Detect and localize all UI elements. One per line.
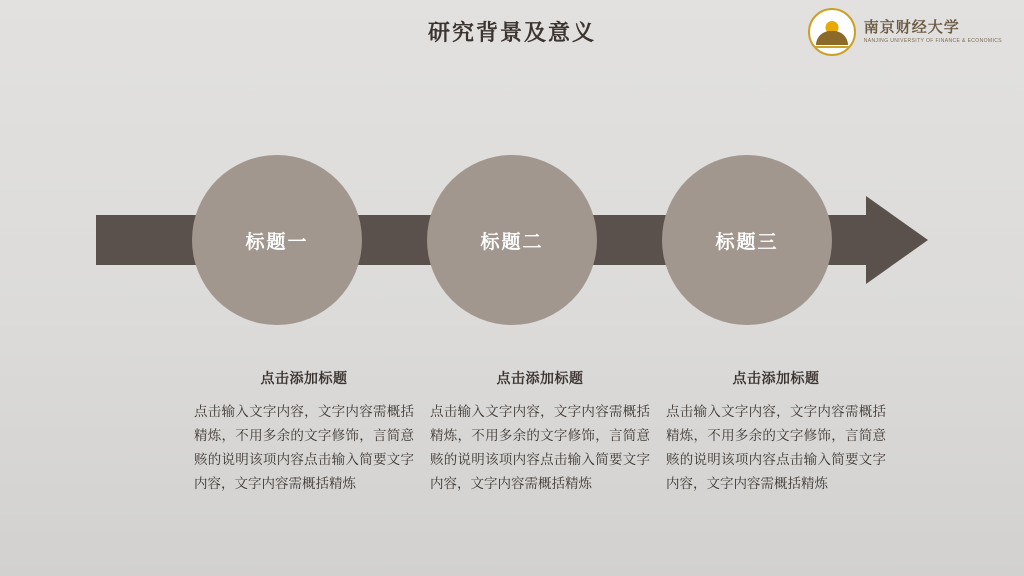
step-column-3 [658,368,894,496]
step-title-1[interactable]: 点击添加标题 [260,370,348,386]
step-body-3[interactable]: 点击输入文字内容，文字内容需概括精炼，不用多余的文字修饰，言简意赅的说明该项内容点击输入简要文字内容，文字内容需概括精炼 [666,404,886,491]
step-text-columns [0,368,1024,496]
logo-text [864,20,1002,44]
step-body-2[interactable]: 点击输入文字内容，文字内容需概括精炼，不用多余的文字修饰，言简意赅的说明该项内容点击输入简要文字内容，文字内容需概括精炼 [430,404,650,491]
step-circle-2[interactable] [427,155,597,325]
step-circle-3[interactable] [662,155,832,325]
step-circle-label-3: 标题三 [715,231,779,253]
step-column-2 [422,368,658,496]
step-circle-label-2: 标题二 [480,231,544,253]
hill-icon [816,31,848,45]
step-circle-label-1: 标题一 [245,231,309,253]
page-title: 研究背景及意义 [427,20,596,45]
logo-name-en: NANJING UNIVERSITY OF FINANCE & ECONOMICS [863,37,1002,44]
step-body-1[interactable]: 点击输入文字内容，文字内容需概括精炼，不用多余的文字修饰，言简意赅的说明该项内容点击输入简要文字内容，文字内容需概括精炼 [194,404,414,491]
logo-band [813,46,851,48]
step-circle-1[interactable] [192,155,362,325]
step-column-1 [186,368,422,496]
logo-emblem-icon [808,8,856,56]
arrow-head-icon [866,196,928,284]
step-title-3[interactable]: 点击添加标题 [732,370,820,386]
logo-name-cn: 南京财经大学 [863,20,960,36]
university-logo [808,8,1002,56]
step-title-2[interactable]: 点击添加标题 [496,370,584,386]
